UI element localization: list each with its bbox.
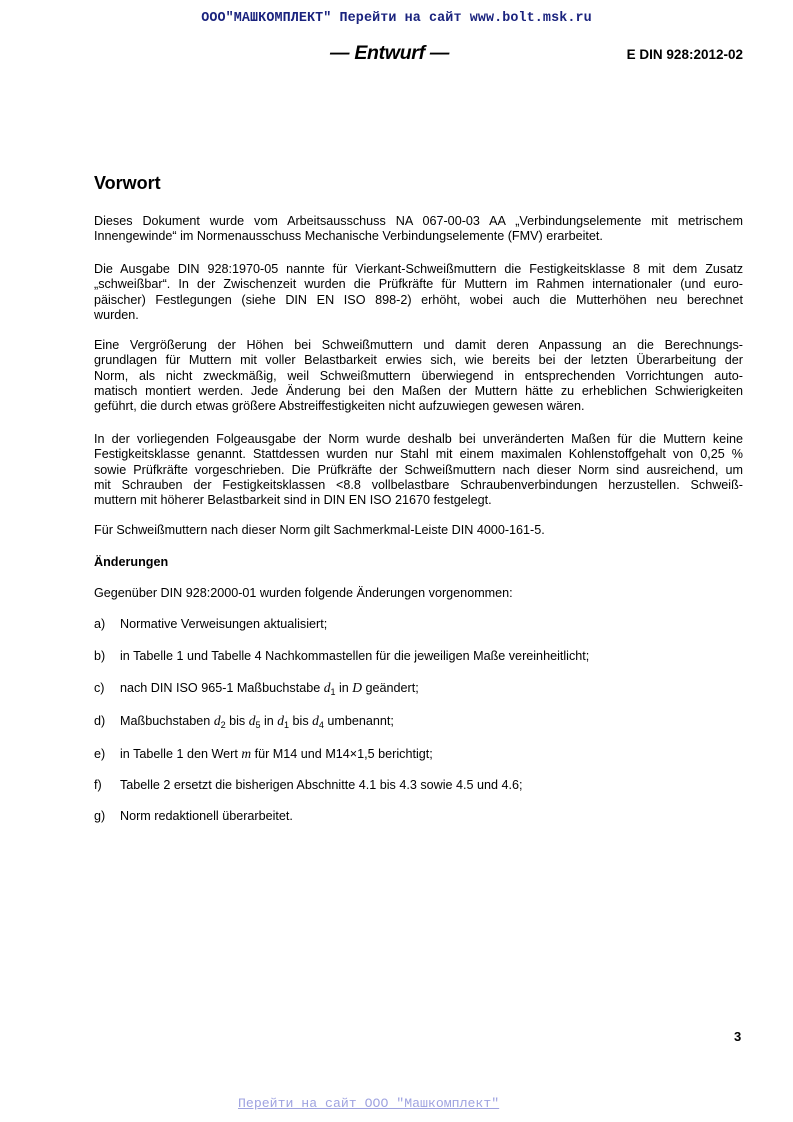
changes-intro: Gegenüber DIN 928:2000-01 wurden folgende Änderungen vorgenommen: (94, 586, 513, 600)
list-text: in Tabelle 1 den Wert (120, 747, 242, 761)
list-item (94, 617, 327, 632)
list-text: für M14 und M14×1,5 berichtigt; (251, 747, 433, 761)
site-link-header[interactable]: ООО"МАШКОМПЛЕКТ" Перейти на сайт www.bolt.msk.ru (201, 11, 592, 26)
list-label: c) (94, 681, 105, 695)
list-item (94, 778, 523, 793)
page-number: 3 (734, 1029, 742, 1044)
list-text: in (260, 714, 278, 728)
subscript: 2 (220, 720, 226, 730)
list-text: Normative Verweisungen aktualisiert; (120, 617, 328, 631)
list-text: Maßbuchstaben (120, 714, 214, 728)
math-symbol: D (352, 680, 363, 695)
list-text: geändert; (362, 681, 419, 695)
subscript: 4 (318, 720, 324, 730)
text-line: grundlagen für Muttern mit voller Belastbarkeit erwies sich, wie bereits bei der letzten Überarbeitung der (94, 353, 743, 368)
list-label: g) (94, 809, 106, 823)
list-text: nach DIN ISO 965-1 Maßbuchstabe (120, 681, 324, 695)
list-label: e) (94, 747, 106, 761)
paragraph-4 (94, 432, 743, 508)
list-item (94, 713, 394, 729)
list-item (94, 809, 293, 824)
paragraph-1 (94, 214, 743, 245)
list-label: b) (94, 649, 106, 663)
text-line: päischer) Festlegungen (siehe DIN EN ISO 898-2) erhöht, wobei auch die Mutterhöhen neu berechnet (94, 292, 743, 307)
text-line: geführt, die durch etwas größere Abstreiffestigkeiten nicht aufzuwiegen gewesen wären. (94, 399, 585, 414)
subscript: 1 (330, 687, 336, 697)
paragraph-3 (94, 338, 743, 414)
text-line: mit Schrauben der Festigkeitsklassen <8.8 vollbelastbare Schraubenverbindungen herzustellen. Schweiß- (94, 477, 743, 492)
changes-heading: Änderungen (94, 555, 169, 569)
text-line: Festigkeitsklasse genannt. Stattdessen wurden nur Stahl mit einem maximalen Kohlenstoffgehalt von 0,25 % (94, 447, 743, 462)
page-title: Vorwort (94, 173, 161, 193)
list-text: in Tabelle 1 und Tabelle 4 Nachkommastellen für die jeweiligen Maße vereinheitlicht; (120, 649, 590, 663)
list-text: umbenannt; (323, 714, 394, 728)
list-label: f) (94, 778, 102, 792)
text-line: In der vorliegenden Folgeausgabe der Norm wurde deshalb bei unveränderten Maßen für die Muttern keine (94, 432, 743, 446)
list-item (94, 746, 433, 762)
text-line: Innengewinde“ im Normenausschuss Mechanische Verbindungselemente (FMV) erarbeitet. (94, 229, 603, 244)
list-item (94, 680, 419, 696)
text-line: matisch montiert werden. Jede Änderung bei den Maßen der Muttern hätte zu erheblichen Schwierigkeiten (94, 383, 743, 398)
math-symbol: d (248, 713, 256, 728)
text-line: Für Schweißmuttern nach dieser Norm gilt Sachmerkmal-Leiste DIN 4000-161-5. (94, 523, 545, 537)
math-symbol: d (213, 713, 221, 728)
list-text: Tabelle 2 ersetzt die bisherigen Abschnitte 4.1 bis 4.3 sowie 4.5 und 4.6; (120, 778, 523, 792)
list-label: a) (94, 617, 106, 631)
text-line: „schweißbar“. In der Zwischenzeit wurden die Prüfkräfte für Muttern im Rahmen internationaler (und euro- (94, 277, 743, 292)
math-symbol: d (277, 713, 285, 728)
paragraph-2 (94, 262, 743, 323)
math-symbol: m (241, 746, 252, 761)
text-line: muttern mit höherer Belastbarkeit sind in DIN EN ISO 21670 festgelegt. (94, 493, 492, 508)
site-link-footer[interactable]: Перейти на сайт ООО "Машкомплект" (238, 1096, 500, 1111)
text-line: Die Ausgabe DIN 928:1970-05 nannte für Vierkant-Schweißmuttern die Festigkeitsklasse 8 mit dem Zusatz (94, 262, 743, 276)
document-id: E DIN 928:2012-02 (626, 47, 743, 62)
text-line: Dieses Dokument wurde vom Arbeitsausschuss NA 067-00-03 AA „Verbindungselemente mit metrischem (94, 214, 743, 228)
math-symbol: d (312, 713, 319, 728)
list-text: bis (225, 714, 249, 728)
list-text: bis (289, 714, 313, 728)
math-symbol: d (323, 680, 331, 695)
list-text: Norm redaktionell überarbeitet. (120, 809, 293, 823)
list-item (94, 649, 589, 664)
text-line: wurden. (94, 307, 139, 322)
text-line: Eine Vergrößerung der Höhen bei Schweißmuttern und damit deren Anpassung an die Berechnungs- (94, 338, 743, 352)
subscript: 5 (255, 720, 261, 730)
text-line: sowie Prüfkräfte vorgeschrieben. Die Prüfkräfte der Schweißmuttern nach dieser Norm sind ausreichend, um (94, 462, 743, 477)
list-text: in (335, 681, 353, 695)
list-label: d) (94, 714, 106, 728)
text-line: Norm, als nicht zweckmäßig, weil Schweißmuttern überwiegend in entsprechenden Vorrichtungen auto- (94, 368, 743, 383)
draft-label: — Entwurf — (330, 42, 450, 64)
subscript: 1 (284, 720, 290, 730)
paragraph-5 (94, 523, 743, 538)
